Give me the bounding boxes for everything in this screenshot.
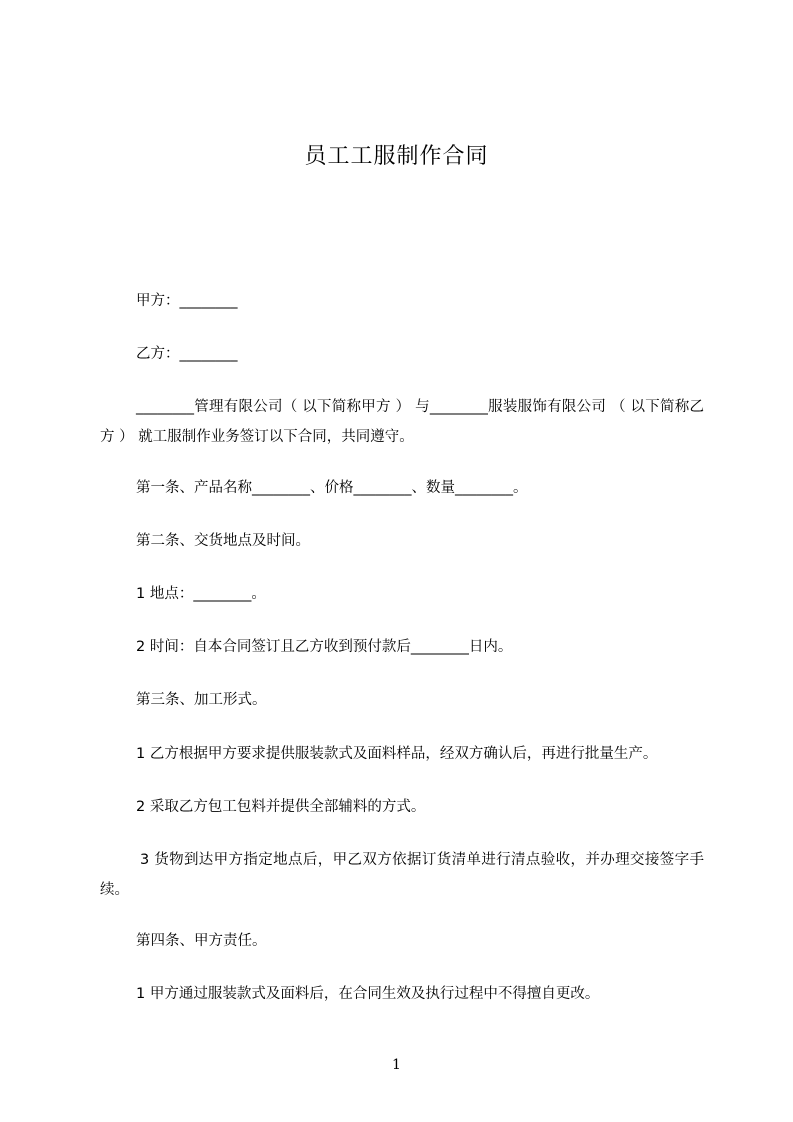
intro-paragraph: ________管理有限公司（ 以下简称甲方 ） 与________服装服饰有限公司 （ 以下简称乙方 ） 就工服制作业务签订以下合同，共同遵守。 (100, 399, 704, 445)
article-2-item-1: 1 地点：________。 (136, 586, 266, 602)
article-2-heading: 第二条、交货地点及时间。 (136, 533, 310, 549)
article-1: 第一条、产品名称________、价格________、数量________。 (136, 480, 528, 496)
article-3-item-1: 1 乙方根据甲方要求提供服装款式及面料样品，经双方确认后，再进行批量生产。 (136, 746, 658, 762)
party-b-line: 乙方：________ (136, 346, 238, 362)
page-number: 1 (392, 1057, 401, 1073)
article-2-item-2: 2 时间：自本合同签订且乙方收到预付款后________日内。 (136, 639, 513, 655)
article-3-item-3: 3 货物到达甲方指定地点后，甲乙双方依据订货清单进行清点验收，并办理交接签字手续。 (100, 852, 704, 898)
article-4-heading: 第四条、甲方责任。 (136, 933, 267, 949)
article-4-item-1: 1 甲方通过服装款式及面料后，在合同生效及执行过程中不得擅自更改。 (136, 986, 600, 1002)
party-a-line: 甲方：________ (136, 293, 238, 309)
document-title: 员工工服制作合同 (304, 144, 489, 169)
article-3-item-2: 2 采取乙方包工包料并提供全部辅料的方式。 (136, 799, 426, 815)
article-3-heading: 第三条、加工形式。 (136, 692, 267, 708)
